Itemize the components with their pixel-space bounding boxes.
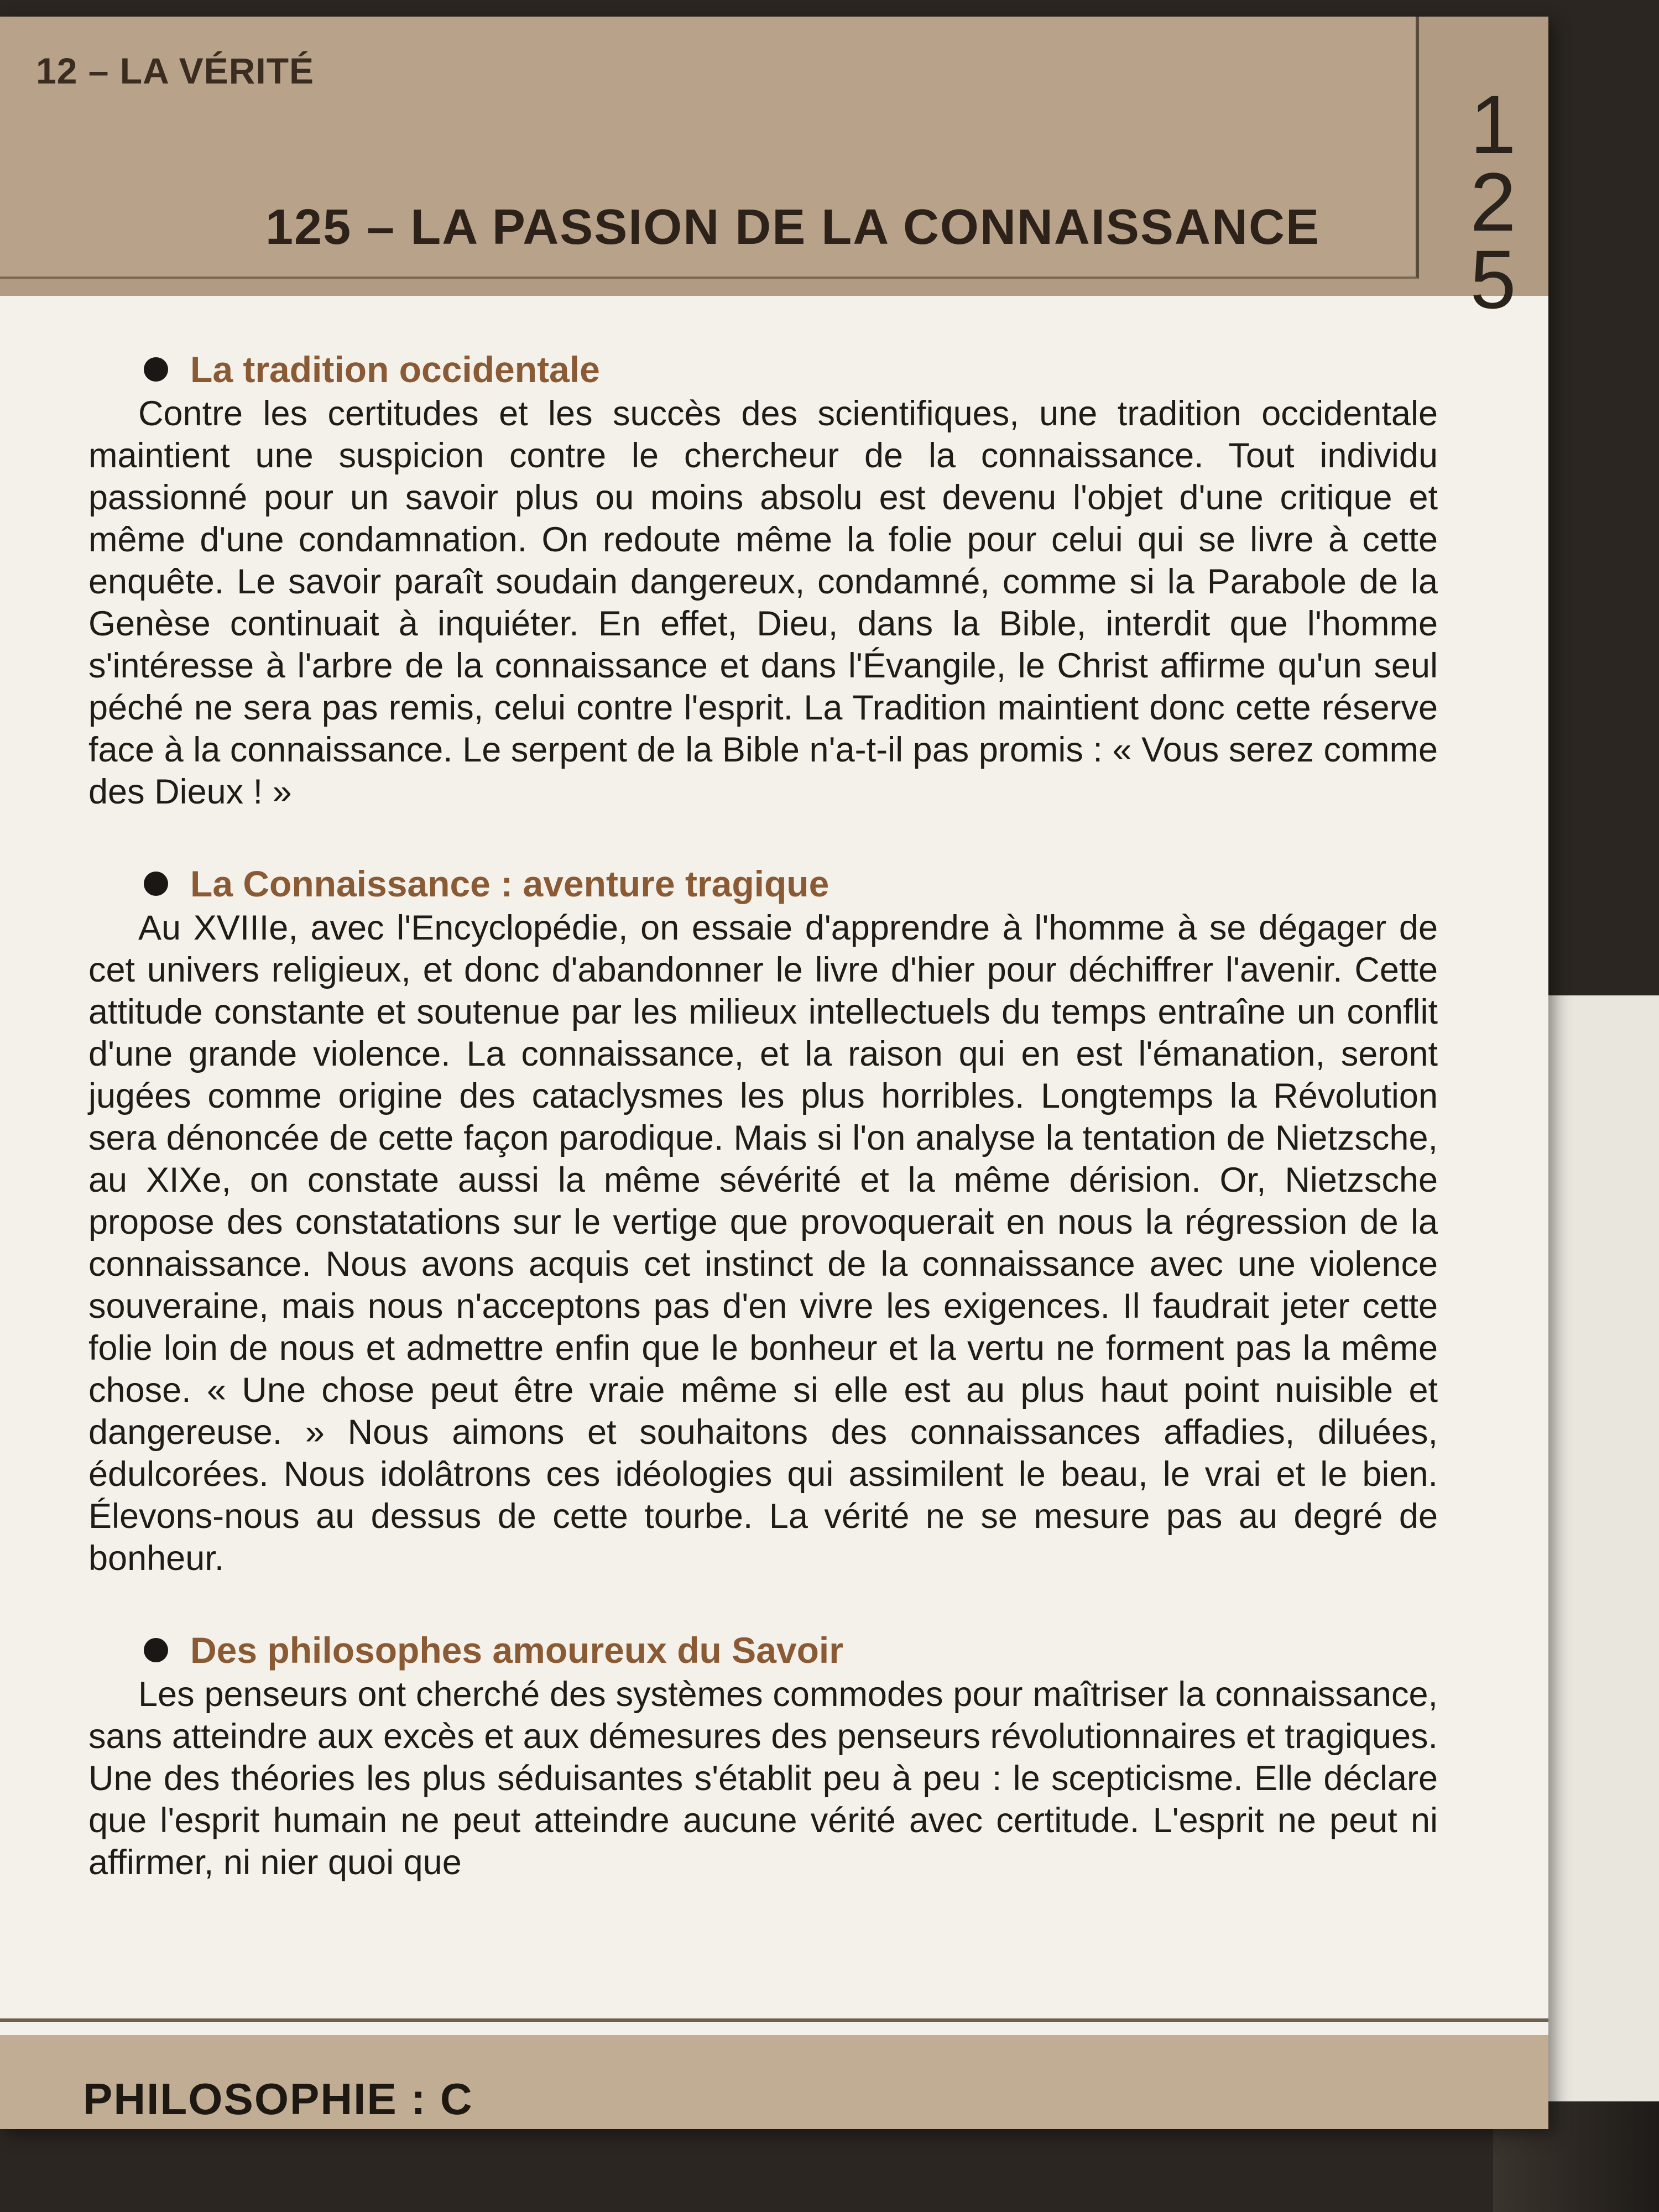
section-gap (88, 1579, 1438, 1629)
footer-subject-label: PHILOSOPHIE : C (83, 2074, 473, 2124)
sheet-title: 125 – LA PASSION DE LA CONNAISSANCE (265, 200, 1321, 255)
section-heading-text: Des philosophes amoureux du Savoir (190, 1630, 843, 1671)
section-gap (88, 813, 1438, 863)
section-heading (88, 348, 1438, 390)
bullet-icon (144, 872, 168, 896)
section-heading-text: La tradition occidentale (190, 349, 600, 390)
stacked-card (1543, 1018, 1659, 2101)
card-body (88, 348, 1438, 1884)
section-heading (88, 863, 1438, 905)
side-number-digit: 2 (1470, 155, 1516, 248)
chapter-label: 12 – LA VÉRITÉ (36, 50, 315, 91)
philosophy-card (0, 17, 1548, 2129)
section-heading (88, 1629, 1438, 1671)
side-number-digit: 5 (1470, 233, 1516, 326)
section-paragraph: Les penseurs ont cherché des systèmes commodes pour maîtriser la connaissance, sans atteindre aux excès et aux démesures des penseurs révolutionnaires et tragiques. Une des théories les plus séduisantes s'établit peu à peu : le scepticisme. Elle déclare que l'esprit humain ne peut atteindre aucune vérité avec certitude. L'esprit ne peut ni affirmer, ni nier quoi que (88, 1675, 1438, 1882)
bullet-icon (144, 1638, 168, 1662)
bullet-icon (144, 357, 168, 382)
section-heading-text: La Connaissance : aventure tragique (190, 863, 830, 904)
section-paragraph: Au XVIIIe, avec l'Encyclopédie, on essaie d'apprendre à l'homme à se dégager de cet univers religieux, et donc d'abandonner le livre d'hier pour déchiffrer l'avenir. Cette attitude constante et soutenue par les milieux intellectuels du temps entraîne un conflit d'une grande violence. La connaissance, et la raison qui en est l'émanation, seront jugées comme origine des cataclysmes les plus horribles. Longtemps la Révolution sera dénoncée de cette façon parodique. Mais si l'on analyse la tentation de Nietzsche, au XIXe, on constate aussi la même sévérité et la même dérision. Or, Nietzsche propose des constatations sur le vertige que provoquerait en nous la régression de la connaissance. Nous avons acquis cet instinct de la connaissance avec une violence souveraine, mais nous n'acceptons pas d'en vivre les exigences. Il faudrait jeter cette folie loin de nous et admettre enfin que le bonheur et la vertu ne forment pas la même chose. « Une chose peut être vraie même si elle est au plus haut point nuisible et dangereuse. » Nous aimons et souhaitons des connaissances affadies, diluées, édulcorées. Nous idolâtrons ces idéologies qui assimilent le beau, le vrai et le bien. Élevons-nous au dessus de cette tourbe. La vérité ne se mesure pas au degré de bonheur. (88, 909, 1438, 1578)
footer-divider (0, 2018, 1548, 2022)
side-number-digit: 1 (1470, 78, 1516, 171)
section-paragraph: Contre les certitudes et les succès des scientifiques, une tradition occidentale maintient une suspicion contre le chercheur de la connaissance. Tout individu passionné pour un savoir plus ou moins absolu est devenu l'objet d'une critique et même d'une condamnation. On redoute même la folie pour celui qui se livre à cette enquête. Le savoir paraît soudain dangereux, condamné, comme si la Parabole de la Genèse continuait à inquiéter. En effet, Dieu, dans la Bible, interdit que l'homme s'intéresse à l'arbre de la connaissance et dans l'Évangile, le Christ affirme qu'un seul péché ne sera pas remis, celui contre l'esprit. La Tradition maintient donc cette réserve face à la connaissance. Le serpent de la Bible n'a-t-il pas promis : « Vous serez comme des Dieux ! » (88, 394, 1438, 811)
